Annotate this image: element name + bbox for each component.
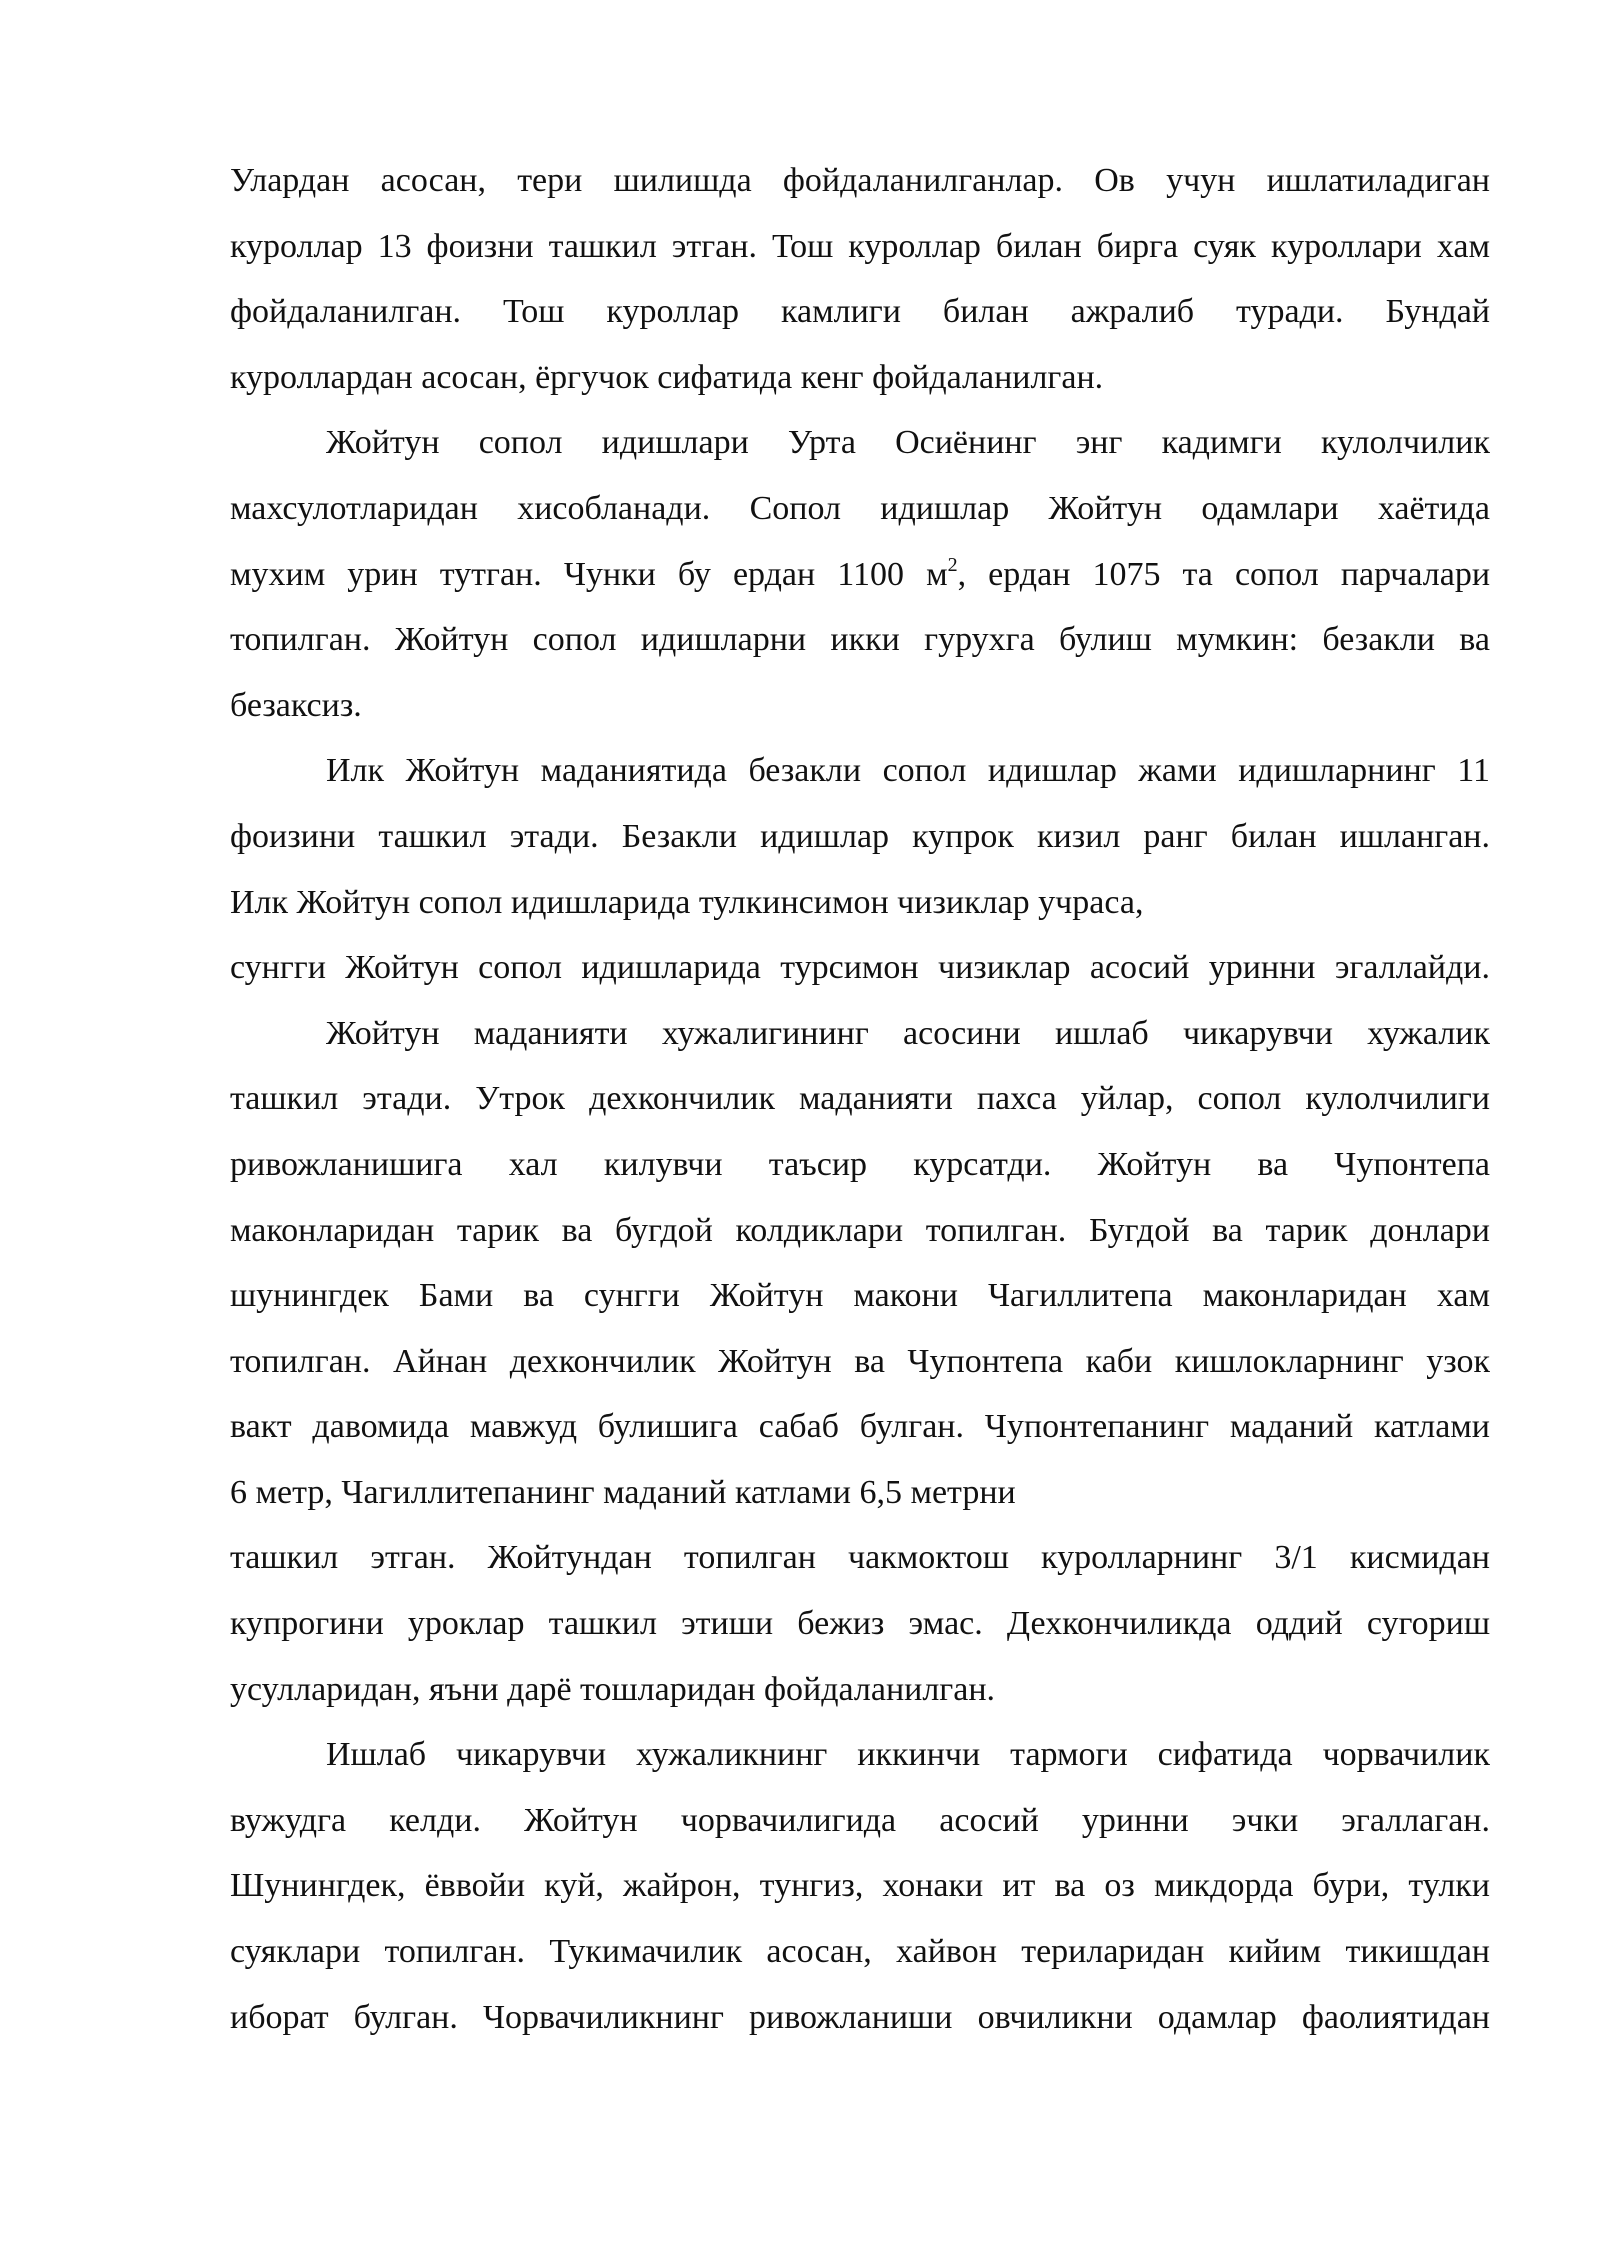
text-line: фойдаланилган. Тош куроллар камлиги билан ажралиб туради. Бундай <box>230 293 1490 331</box>
text-line: суяклари топилган. Тукимачилик асосан, хайвон териларидан кийим тикишдан <box>230 1933 1490 1971</box>
text-line: Ишлаб чикарувчи хужаликнинг иккинчи тармоги сифатида чорвачилик <box>326 1736 1490 1774</box>
text-line: ташкил этган. Жойтундан топилган чакмоктош куролларнинг 3/1 кисмидан <box>230 1539 1490 1577</box>
document-page <box>230 148 1490 2050</box>
line-text-before: мухим урин тутган. Чунки бу ердан 1100 м <box>230 555 948 593</box>
text-line: вакт давомида мавжуд булишига сабаб булган. Чупонтепанинг маданий катлами <box>230 1408 1490 1446</box>
text-line: Улардан асосан, тери шилишда фойдаланилганлар. Ов учун ишлатиладиган <box>230 162 1490 199</box>
text-line: фоизини ташкил этади. Безакли идишлар купрок кизил ранг билан ишланган. <box>230 817 1490 855</box>
text-line: Илк Жойтун сопол идишларида тулкинсимон чизиклар учраса, <box>230 883 1144 921</box>
text-line: сунгги Жойтун сопол идишларида турсимон чизиклар асосий уринни эгаллайди. <box>230 949 1490 987</box>
line-text-after: , ердан 1075 та сопол парчалари <box>957 555 1490 593</box>
text-line: иборат булган. Чорвачиликнинг ривожланиши овчиликни одамлар фаолиятидан <box>230 1998 1490 2036</box>
text-line: вужудга келди. Жойтун чорвачилигида асосий уринни эчки эгаллаган. <box>230 1801 1490 1839</box>
text-line: ривожланишига хал килувчи таъсир курсатди. Жойтун ва Чупонтепа <box>230 1145 1490 1183</box>
text-line: усулларидан, яъни дарё тошларидан фойдаланилган. <box>230 1670 996 1708</box>
text-line: куроллардан асосан, ёргучок сифатида кенг фойдаланилган. <box>230 358 1104 396</box>
superscript: 2 <box>947 553 958 576</box>
text-line <box>230 542 1490 608</box>
text-line: топилган. Айнан дехкончилик Жойтун ва Чупонтепа каби кишлокларнинг узок <box>230 1342 1490 1380</box>
text-line: махсулотларидан хисобланади. Сопол идишлар Жойтун одамлари хаётида <box>230 489 1490 527</box>
text-line: купрогини уроклар ташкил этиши бежиз эмас. Дехкончиликда оддий сугориш <box>230 1605 1490 1643</box>
text-line: Илк Жойтун маданиятида безакли сопол идишлар жами идишларнинг 11 <box>326 752 1490 790</box>
text-line: Жойтун маданияти хужалигининг асосини ишлаб чикарувчи хужалик <box>326 1014 1490 1052</box>
text-line: Жойтун сопол идишлари Урта Осиёнинг энг кадимги кулолчилик <box>326 424 1490 462</box>
text-line: Шунингдек, ёввойи куй, жайрон, тунгиз, хонаки ит ва оз микдорда бури, тулки <box>230 1867 1490 1905</box>
text-line: топилган. Жойтун сопол идишларни икки гурухга булиш мумкин: безакли ва <box>230 621 1490 659</box>
text-line: безаксиз. <box>230 686 362 724</box>
text-line: шунингдек Бами ва сунгги Жойтун макони Чагиллитепа маконларидан хам <box>230 1277 1490 1315</box>
text-line: маконларидан тарик ва бугдой колдиклари топилган. Бугдой ва тарик донлари <box>230 1211 1490 1249</box>
text-line: куроллар 13 фоизни ташкил этган. Тош куроллар билан бирга суяк куроллари хам <box>230 227 1490 265</box>
text-line: ташкил этади. Утрок дехкончилик маданияти пахса уйлар, сопол кулолчилиги <box>230 1080 1490 1118</box>
text-line: 6 метр, Чагиллитепанинг маданий катлами 6,5 метрни <box>230 1473 1016 1511</box>
